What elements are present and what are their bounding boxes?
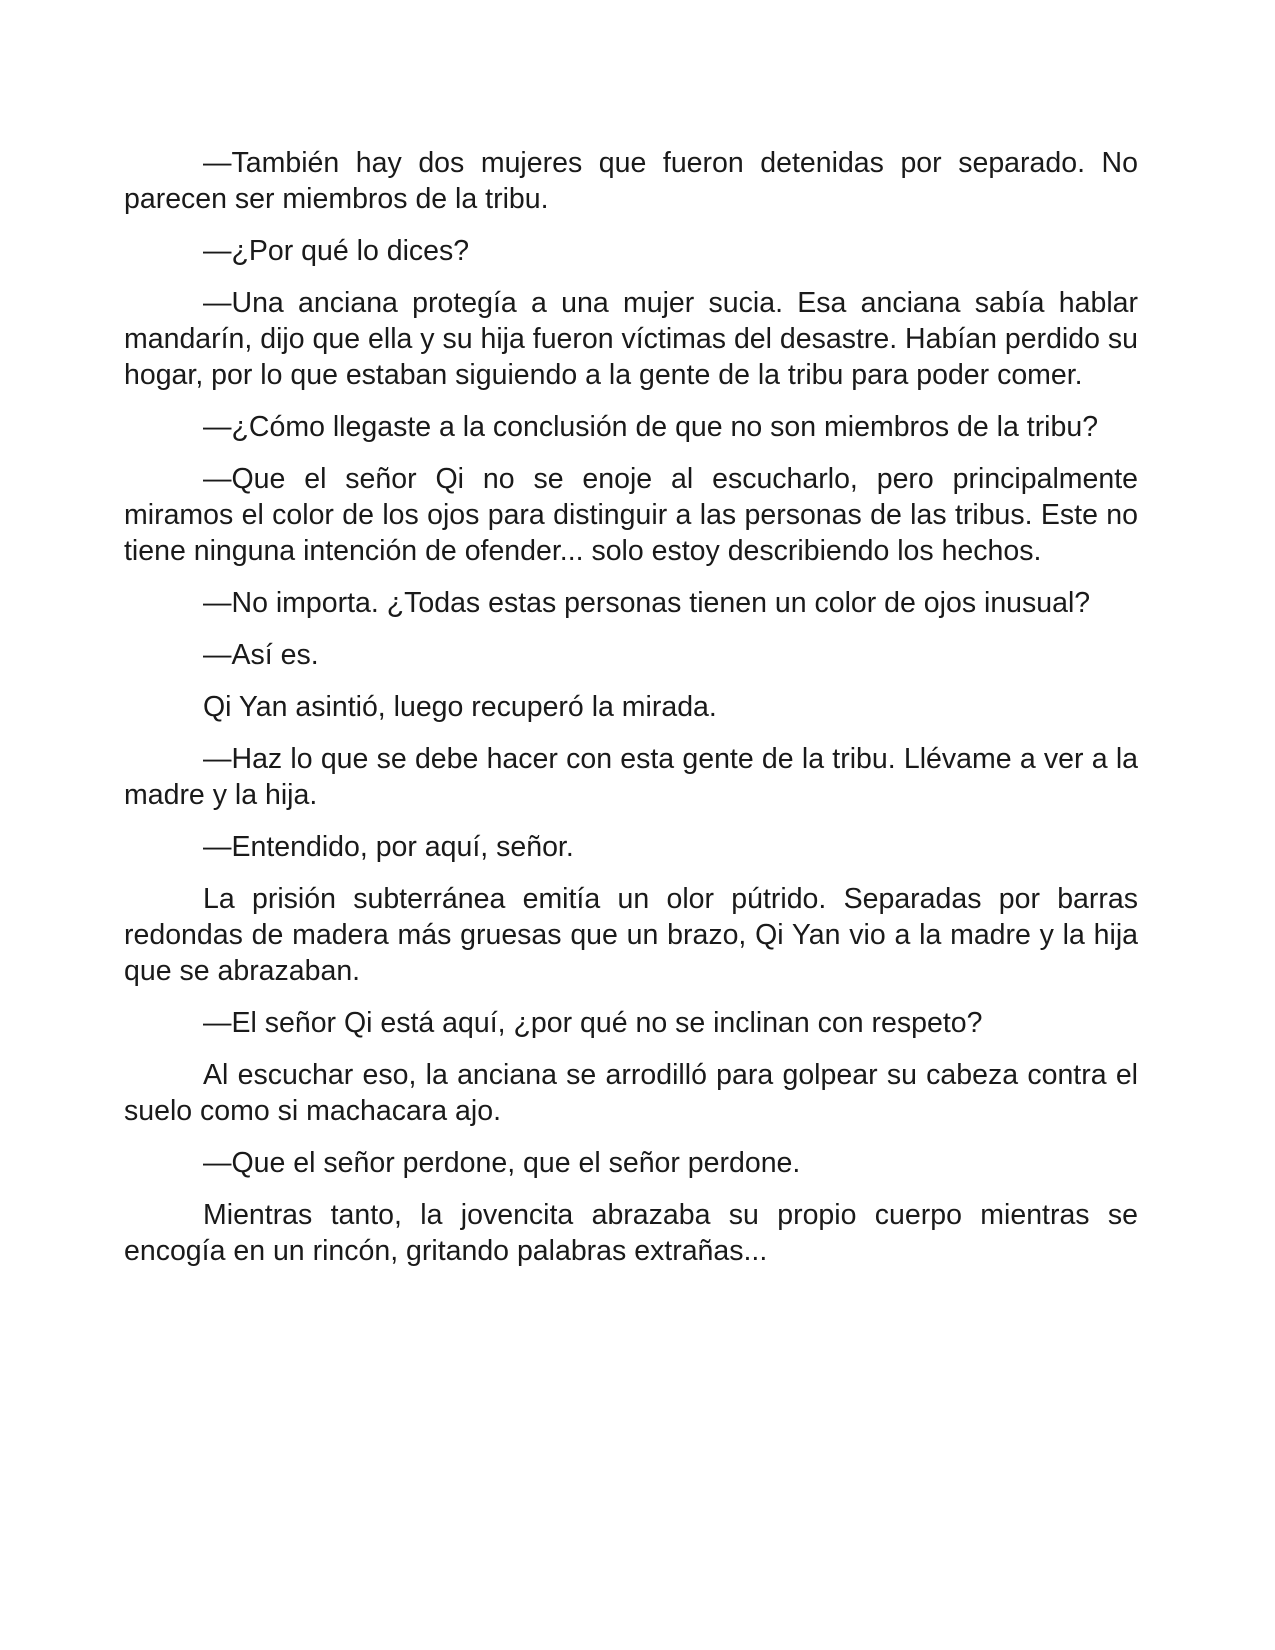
paragraph: Al escuchar eso, la anciana se arrodilló para golpear su cabeza contra el suelo como si machacara ajo. bbox=[124, 1059, 1138, 1127]
paragraph: La prisión subterránea emitía un olor pútrido. Separadas por barras redondas de madera más gruesas que un brazo, Qi Yan vio a la madre y la hija que se abrazaban. bbox=[124, 883, 1138, 987]
paragraph: —¿Por qué lo dices? bbox=[203, 235, 470, 267]
paragraph: —El señor Qi está aquí, ¿por qué no se inclinan con respeto? bbox=[203, 1007, 983, 1039]
paragraph: —Que el señor perdone, que el señor perdone. bbox=[203, 1147, 801, 1179]
paragraph: —Así es. bbox=[203, 639, 319, 671]
paragraph: Qi Yan asintió, luego recuperó la mirada. bbox=[203, 691, 717, 723]
paragraph: —Que el señor Qi no se enoje al escucharlo, pero principalmente miramos el color de los ojos para distinguir a las personas de las tribus. Este no tiene ninguna intención de ofender... solo estoy describiendo los hechos. bbox=[124, 463, 1138, 567]
paragraph: Mientras tanto, la jovencita abrazaba su propio cuerpo mientras se encogía en un rincón, gritando palabras extrañas... bbox=[124, 1199, 1138, 1267]
paragraph: —Haz lo que se debe hacer con esta gente de la tribu. Llévame a ver a la madre y la hija. bbox=[124, 743, 1138, 811]
paragraph: —No importa. ¿Todas estas personas tienen un color de ojos inusual? bbox=[203, 587, 1091, 619]
body-text bbox=[124, 145, 1138, 1285]
paragraph: —Una anciana protegía a una mujer sucia. Esa anciana sabía hablar mandarín, dijo que ella y su hija fueron víctimas del desastre. Habían perdido su hogar, por lo que estaban siguiendo a la gente de la tribu para poder comer. bbox=[124, 287, 1138, 391]
paragraph: —¿Cómo llegaste a la conclusión de que no son miembros de la tribu? bbox=[203, 411, 1099, 443]
paragraph: —Entendido, por aquí, señor. bbox=[203, 831, 574, 863]
paragraph: —También hay dos mujeres que fueron detenidas por separado. No parecen ser miembros de la tribu. bbox=[124, 147, 1138, 215]
